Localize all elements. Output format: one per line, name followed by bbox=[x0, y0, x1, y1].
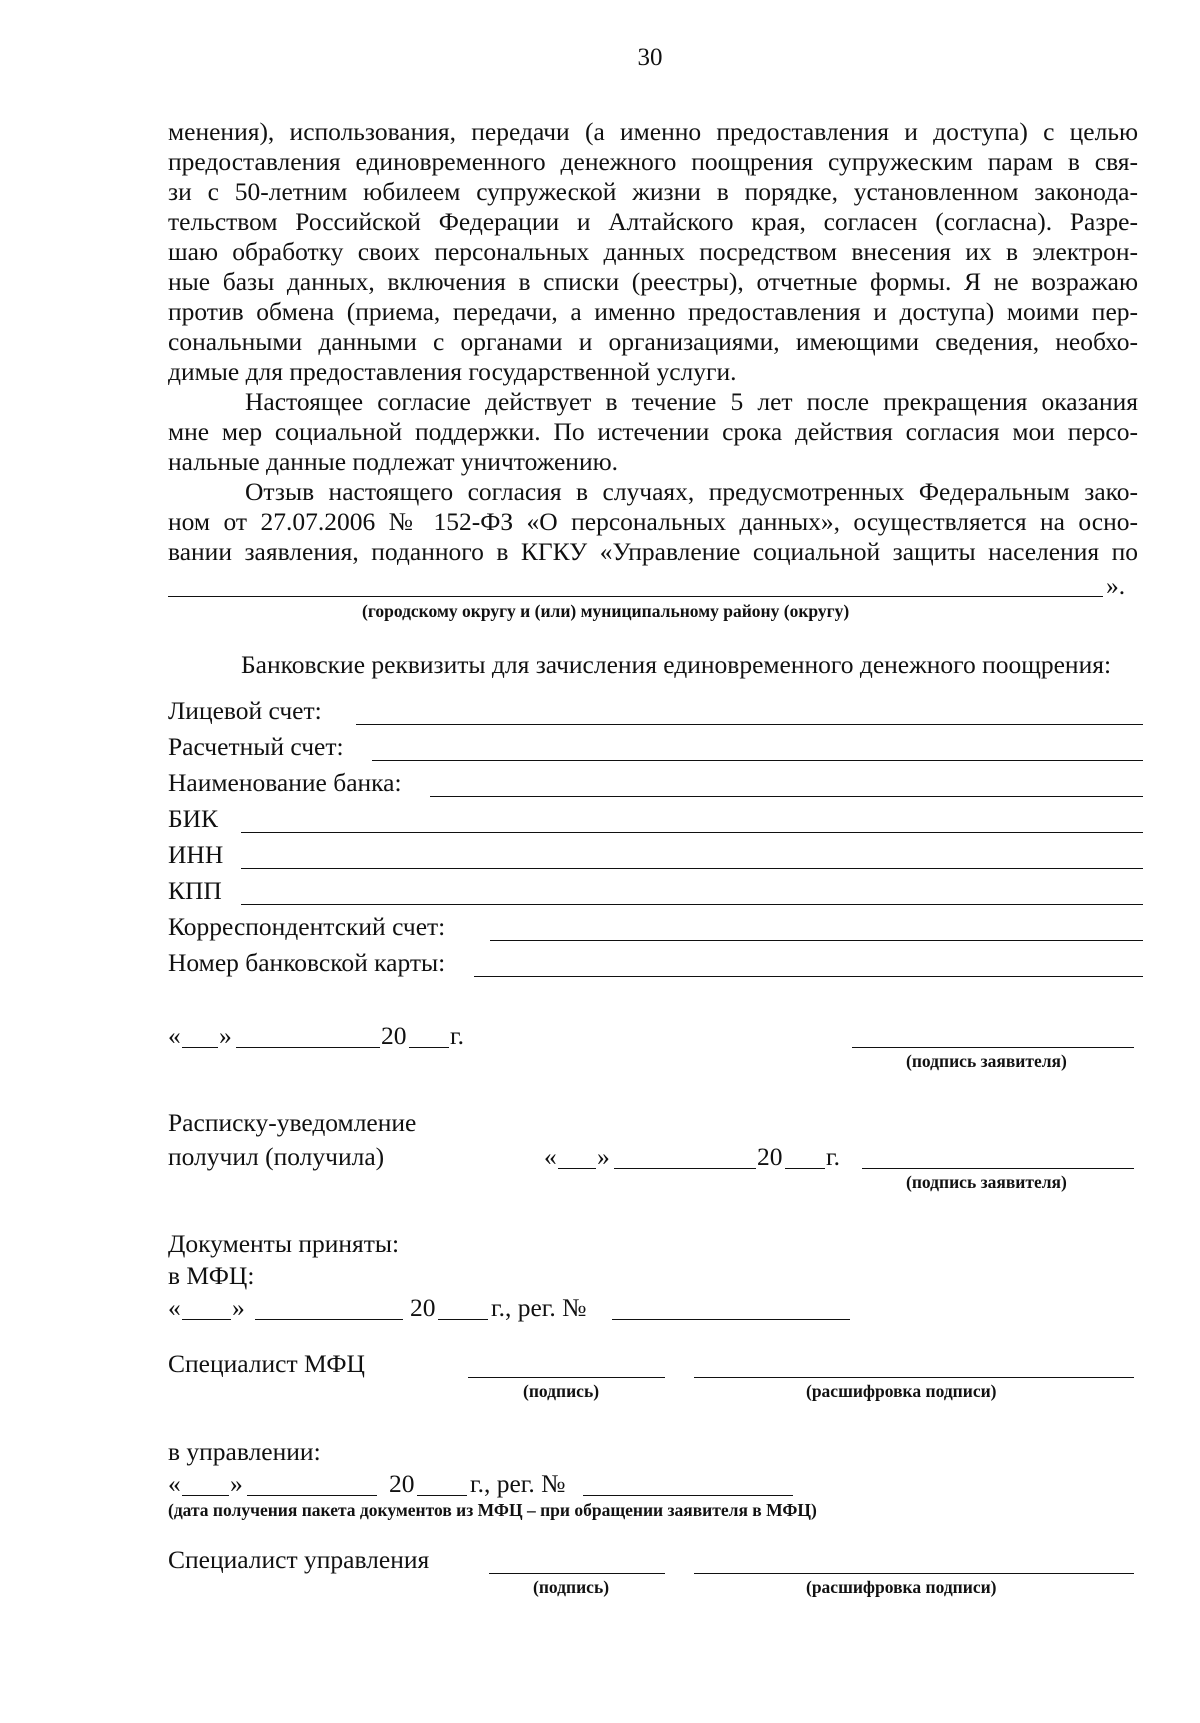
receipt-date-close-quote: » bbox=[597, 1142, 610, 1171]
dept-specialist-label: Специалист управления bbox=[168, 1545, 430, 1574]
mfc-specialist-decode-field[interactable] bbox=[694, 1377, 1134, 1378]
card-number-field[interactable] bbox=[474, 976, 1143, 977]
mfc-year-prefix: 20 bbox=[410, 1293, 436, 1322]
dept-note: (дата получения пакета документов из МФЦ – при обращении заявителя в МФЦ) bbox=[168, 1500, 817, 1520]
receipt-year-field[interactable] bbox=[785, 1168, 825, 1169]
dept-month-field[interactable] bbox=[247, 1495, 377, 1496]
page-number: 30 bbox=[637, 44, 663, 71]
date-open-quote: « bbox=[168, 1021, 181, 1050]
mfc-year-field[interactable] bbox=[438, 1319, 488, 1320]
receipt-year-prefix: 20 bbox=[757, 1142, 783, 1171]
receipt-date-open-quote: « bbox=[544, 1142, 557, 1171]
dept-year-prefix: 20 bbox=[389, 1469, 415, 1498]
date-month-field[interactable] bbox=[236, 1047, 380, 1048]
p1-line-1: менения), использования, передачи (а именно предоставления и доступа) с целью bbox=[168, 117, 1138, 146]
p2-line-1: Настоящее согласие действует в течение 5 лет после прекращения оказания bbox=[245, 387, 1138, 416]
p1-line-8: сональными данными с органами и организациями, имеющими сведения, необхо- bbox=[168, 327, 1138, 356]
receipt-line-1: Расписку-уведомление bbox=[168, 1108, 417, 1137]
mfc-sign-caption: (подпись) bbox=[523, 1381, 600, 1401]
bik-field[interactable] bbox=[241, 832, 1143, 833]
card-number-label: Номер банковской карты: bbox=[168, 948, 446, 977]
receipt-signature-caption: (подпись заявителя) bbox=[906, 1172, 1067, 1192]
bank-name-label: Наименование банка: bbox=[168, 768, 402, 797]
district-underline[interactable] bbox=[168, 596, 1103, 597]
personal-account-label: Лицевой счет: bbox=[168, 696, 322, 725]
mfc-decode-caption: (расшифровка подписи) bbox=[806, 1381, 997, 1401]
p1-line-2: предоставления единовременного денежного поощрения супружеским парам в свя- bbox=[168, 147, 1138, 176]
p3-line-2: ном от 27.07.2006 № 152-ФЗ «О персональных данных», осуществляется на осно- bbox=[168, 507, 1138, 536]
receipt-signature-field[interactable] bbox=[862, 1168, 1134, 1169]
p3-line-1: Отзыв настоящего согласия в случаях, предусмотренных Федеральным зако- bbox=[245, 477, 1138, 506]
date-year-field[interactable] bbox=[409, 1047, 449, 1048]
mfc-reg-number-field[interactable] bbox=[612, 1319, 850, 1320]
mfc-subheading: в МФЦ: bbox=[168, 1261, 255, 1290]
p1-line-4: тельством Российской Федерации и Алтайского края, согласен (согласна). Разре- bbox=[168, 207, 1138, 236]
p2-line-3: нальные данные подлежат уничтожению. bbox=[168, 447, 619, 476]
dept-year-field[interactable] bbox=[417, 1495, 467, 1496]
bik-label: БИК bbox=[168, 804, 219, 833]
dept-specialist-decode-field[interactable] bbox=[694, 1573, 1134, 1574]
district-caption: (городскому округу и (или) муниципальному району (округу) bbox=[362, 601, 850, 621]
bank-heading: Банковские реквизиты для зачисления единовременного денежного поощрения: bbox=[241, 650, 1112, 679]
p1-line-6: ные базы данных, включения в списки (реестры), отчетные формы. Я не возражаю bbox=[168, 267, 1138, 296]
corr-account-field[interactable] bbox=[490, 940, 1143, 941]
kpp-label: КПП bbox=[168, 876, 222, 905]
receipt-month-field[interactable] bbox=[614, 1168, 756, 1169]
date-day-field[interactable] bbox=[182, 1047, 218, 1048]
receipt-year-suffix: г. bbox=[826, 1142, 840, 1171]
p1-line-5: шаю обработку своих персональных данных посредством внесения их в электрон- bbox=[168, 237, 1138, 266]
dept-reg-label: г., рег. № bbox=[470, 1469, 566, 1498]
inn-field[interactable] bbox=[241, 868, 1143, 869]
receipt-day-field[interactable] bbox=[558, 1168, 596, 1169]
kpp-field[interactable] bbox=[241, 904, 1143, 905]
dept-sign-caption: (подпись) bbox=[533, 1577, 610, 1597]
settlement-account-field[interactable] bbox=[372, 760, 1143, 761]
p1-line-7: против обмена (приема, передачи, а именно предоставления и доступа) моими пер- bbox=[168, 297, 1138, 326]
applicant-signature-field[interactable] bbox=[852, 1047, 1134, 1048]
mfc-date-open-quote: « bbox=[168, 1293, 181, 1322]
mfc-date-close-quote: » bbox=[232, 1293, 245, 1322]
bank-name-field[interactable] bbox=[430, 796, 1143, 797]
dept-date-open-quote: « bbox=[168, 1469, 181, 1498]
p3-line-3: вании заявления, поданного в КГКУ «Управление социальной защиты населения по bbox=[168, 537, 1138, 566]
settlement-account-label: Расчетный счет: bbox=[168, 732, 344, 761]
p2-line-2: мне мер социальной поддержки. По истечении срока действия согласия мои персо- bbox=[168, 417, 1138, 446]
corr-account-label: Корреспондентский счет: bbox=[168, 912, 446, 941]
inn-label: ИНН bbox=[168, 840, 224, 869]
mfc-specialist-label: Специалист МФЦ bbox=[168, 1349, 365, 1378]
dept-reg-number-field[interactable] bbox=[583, 1495, 793, 1496]
mfc-reg-label: г., рег. № bbox=[491, 1293, 587, 1322]
mfc-month-field[interactable] bbox=[255, 1319, 403, 1320]
applicant-signature-caption: (подпись заявителя) bbox=[906, 1051, 1067, 1071]
dept-specialist-signature-field[interactable] bbox=[489, 1573, 665, 1574]
p1-line-9: димые для предоставления государственной услуги. bbox=[168, 357, 737, 386]
date-year-suffix: г. bbox=[450, 1021, 464, 1050]
dept-heading: в управлении: bbox=[168, 1437, 321, 1466]
p1-line-3: зи с 50-летним юбилеем супружеской жизни в порядке, установленном законода- bbox=[168, 177, 1138, 206]
personal-account-field[interactable] bbox=[356, 724, 1143, 725]
date-year-prefix: 20 bbox=[381, 1021, 407, 1050]
receipt-line-2: получил (получила) bbox=[168, 1142, 385, 1171]
mfc-heading: Документы приняты: bbox=[168, 1229, 400, 1258]
date-close-quote: » bbox=[219, 1021, 232, 1050]
mfc-specialist-signature-field[interactable] bbox=[468, 1377, 665, 1378]
district-close-quote: ». bbox=[1106, 571, 1126, 600]
mfc-day-field[interactable] bbox=[182, 1319, 231, 1320]
dept-date-close-quote: » bbox=[230, 1469, 243, 1498]
dept-decode-caption: (расшифровка подписи) bbox=[806, 1577, 997, 1597]
dept-day-field[interactable] bbox=[182, 1495, 229, 1496]
